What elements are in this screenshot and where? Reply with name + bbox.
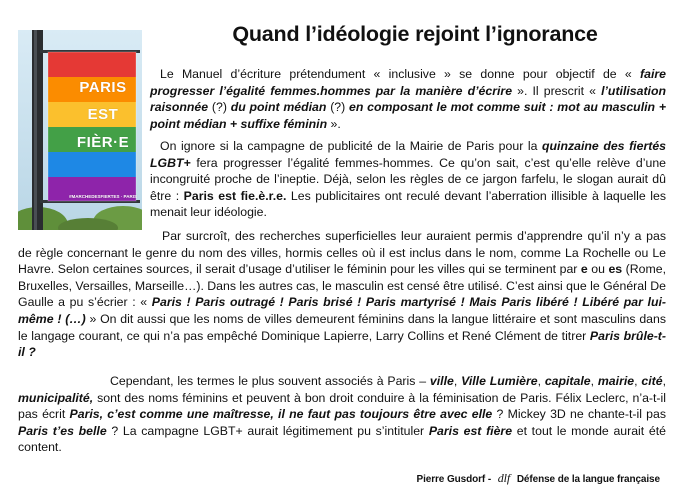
paragraph-1-run: (?) — [326, 100, 350, 115]
paragraph-4-run: Paris t’es belle — [18, 423, 107, 438]
footer-credit — [417, 471, 660, 486]
paragraph-4-run: et tout le monde aurait été content. — [18, 423, 666, 455]
paragraph-4-run: ? Mickey 3D ne chante-t-il pas — [492, 407, 667, 422]
page-title: Quand l’idéologie rejoint l’ignorance — [232, 22, 598, 46]
paragraph-4-run: ville — [429, 374, 454, 388]
paragraph-3-run: Paris brûle-t-il ? — [18, 328, 666, 360]
paragraph-1-run: du point médian — [230, 100, 327, 115]
banner-line-3: FIÈR·E — [76, 134, 130, 151]
paragraph-3-run: (Rome, Bruxelles, Versailles, Marseille…). Dans les autres cas, le masculin est censé être utilisé. C’est ainsi que le Général De Gaulle a pu s’écrier : « — [18, 262, 666, 310]
paragraph-1-run: ». — [327, 116, 341, 131]
paragraph-1 — [150, 66, 666, 132]
paragraph-2-run: On ignore si la campagne de publicité de la Mairie de Paris pour la — [160, 139, 543, 153]
paragraph-3-run: es — [608, 262, 623, 277]
dlf-logo: dlf — [497, 471, 511, 485]
paragraph-2-run: Paris est fie.è.r.e. — [183, 188, 287, 203]
banner-line-1: PARIS — [79, 79, 127, 96]
paragraph-3-run: » On dit aussi que les noms de villes demeurent féminins dans la langue littéraire et sont masculins dans le langage courant, ce qui n’a pas empêché Dominique Lapierre, Larry Collins et René Clément de titrer — [18, 311, 666, 343]
paragraph-3-run: e — [580, 262, 588, 277]
paragraph-1-run: Le Manuel d’écriture prétendument « inclusive » se donne pour objectif de « — [160, 67, 641, 81]
author-name: Pierre Gusdorf — [416, 474, 486, 485]
paragraph-4-run: Paris, c’est comme une maîtresse, il ne faut pas toujours être avec elle — [69, 407, 493, 422]
paragraph-1-run: en composant le mot comme suit : mot au masculin + point médian + suffixe féminin — [150, 100, 667, 131]
paragraph-4-run: cité — [641, 374, 663, 388]
paragraph-1-run: ». Il prescrit « — [512, 83, 602, 98]
paragraph-4-run: Ville Lumière — [461, 374, 538, 388]
paragraph-2-run: Les publicitaires ont reculé devant l’aberration illisible à laquelle les menait leur idéologie. — [150, 188, 666, 220]
paragraph-3-run: ou — [587, 262, 609, 277]
paragraph-3 — [18, 228, 666, 361]
paragraph-2 — [150, 138, 666, 221]
paragraph-1-run: faire progresser l’égalité femmes.hommes par la manière d’écrire — [150, 67, 666, 98]
paragraph-4-run: capitale — [544, 374, 591, 388]
paragraph-3-run: Par surcroît, des recherches superficielles leur auraient permis d’apprendre qu’il n’y a pas de règle concernant le genre du nom des villes, hormis celles où il est inclus dans le nom, comme La Rochelle ou Le Havre. Selon certaines sources, il serait d’usage d’utiliser le féminin pour les villes qui se terminent par — [18, 229, 666, 277]
paragraph-4-run: Paris est fière — [428, 423, 513, 438]
paragraph-1-run: (?) — [208, 100, 231, 115]
paragraph-4-run: Cependant, les termes le plus souvent associés à Paris – — [110, 374, 430, 388]
paragraph-4-run: , — [590, 374, 598, 388]
paragraph-4-run: , — [662, 374, 666, 388]
paragraph-4-run: municipalité, — [18, 390, 94, 405]
paragraph-4-run: mairie — [597, 374, 635, 388]
paragraph-4-run: sont des noms féminins et peuvent à bon droit conduire à la féminisation de Paris. Félix Leclerc, n’a-t-il pas écrit — [18, 390, 666, 422]
banner-line-2: EST — [87, 106, 119, 123]
paragraph-2-run: fera progresser l’égalité femmes-hommes. Ce qu’on sait, c’est qu’elle relève d’une incongruité proche de l’ineptie. Déjà, selon les règles de ce jargon farfelu, le slogan aurait dû être : — [150, 155, 666, 203]
paragraph-4 — [18, 373, 666, 456]
paragraph-4-run: , — [453, 374, 462, 388]
paragraph-1-run: l’utilisation raisonnée — [150, 83, 666, 115]
paragraph-2-run: quinzaine des fiertés LGBT+ — [150, 139, 666, 170]
paragraph-4-run: , — [537, 374, 545, 388]
paragraph-3-run: Paris ! Paris outragé ! Paris brisé ! Paris martyrisé ! Mais Paris libéré ! Libéré par lui-même ! (…) — [18, 295, 666, 326]
footer-separator: - — [487, 474, 492, 485]
banner-small-text: #MARCHEDESFIERTES · PARIS — [69, 194, 137, 199]
paragraph-4-run: , — [634, 374, 642, 388]
paragraph-4-run: ? La campagne LGBT+ aurait légitimement pu s’intituler — [106, 423, 429, 438]
organization-name: Défense de la langue française — [516, 474, 660, 485]
